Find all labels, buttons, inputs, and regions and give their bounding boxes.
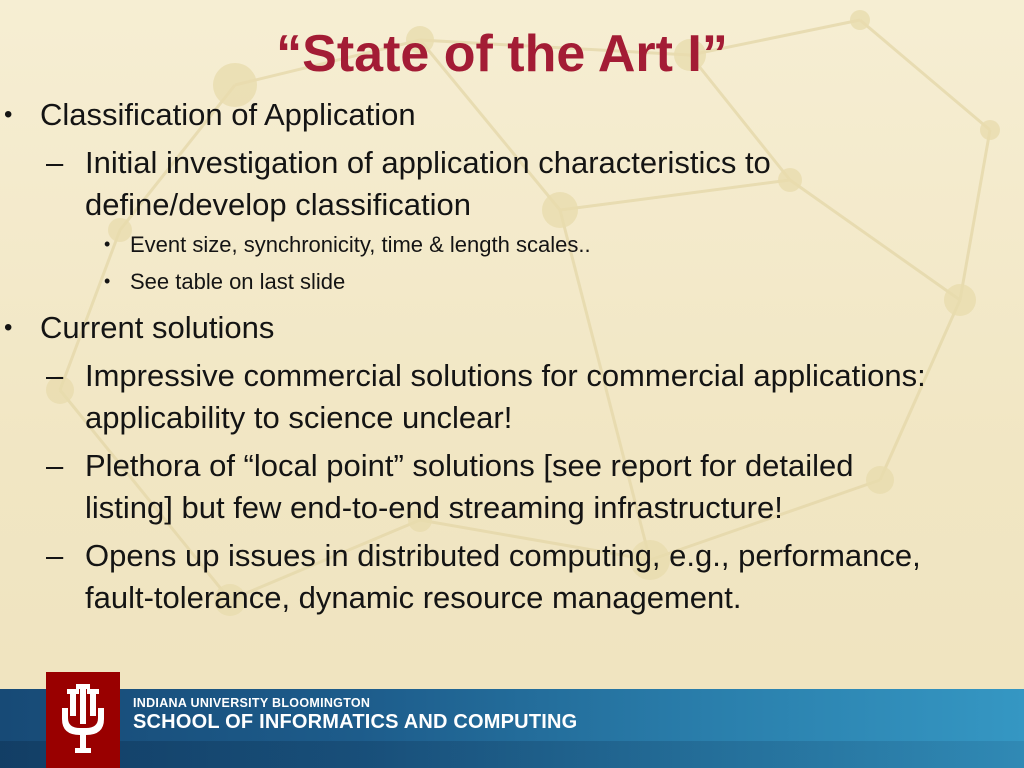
bullet-level1: [0, 94, 1000, 136]
bullet-level3: [0, 263, 1000, 300]
bullet-text: Plethora of “local point” solutions [see report for detailed listing] but few end-to-end streaming infrastructure!: [85, 448, 854, 525]
bullet-text: Classification of Application: [40, 97, 416, 132]
slide-title: “State of the Art I”: [276, 25, 728, 83]
iu-trident-logo-icon: [46, 672, 120, 768]
dash-icon: –: [46, 358, 64, 393]
bullet-level3: [0, 226, 1000, 263]
dash-icon: –: [46, 448, 64, 483]
footer-university-name: INDIANA UNIVERSITY BLOOMINGTON: [133, 696, 371, 710]
bullet-text: Impressive commercial solutions for commercial applications: applicability to science unclear!: [85, 358, 926, 435]
bullet-text: See table on last slide: [130, 269, 346, 294]
bullet-level1: [0, 307, 1000, 349]
footer-shadow: [0, 741, 1024, 768]
bullet-level2: [0, 355, 1000, 439]
bullet-level2: [0, 535, 1000, 619]
bullet-dot-icon: •: [4, 101, 13, 128]
footer-school-name: SCHOOL OF INFORMATICS AND COMPUTING: [133, 711, 578, 733]
bullet-text: Current solutions: [40, 310, 275, 345]
slide-body: [0, 94, 1000, 619]
bullet-text: Opens up issues in distributed computing, e.g., performance, fault-tolerance, dynamic resource management.: [85, 538, 921, 615]
bullet-level2: [0, 142, 1000, 226]
bullet-text: Initial investigation of application characteristics to define/develop classification: [85, 145, 771, 222]
bullet-dot-icon: •: [4, 314, 13, 341]
bullet-dot-icon: •: [104, 271, 111, 291]
bullet-dot-icon: •: [104, 234, 111, 254]
bullet-level2: [0, 445, 1000, 529]
bullet-text: Event size, synchronicity, time & length scales..: [130, 232, 591, 257]
dash-icon: –: [46, 145, 64, 180]
dash-icon: –: [46, 538, 64, 573]
